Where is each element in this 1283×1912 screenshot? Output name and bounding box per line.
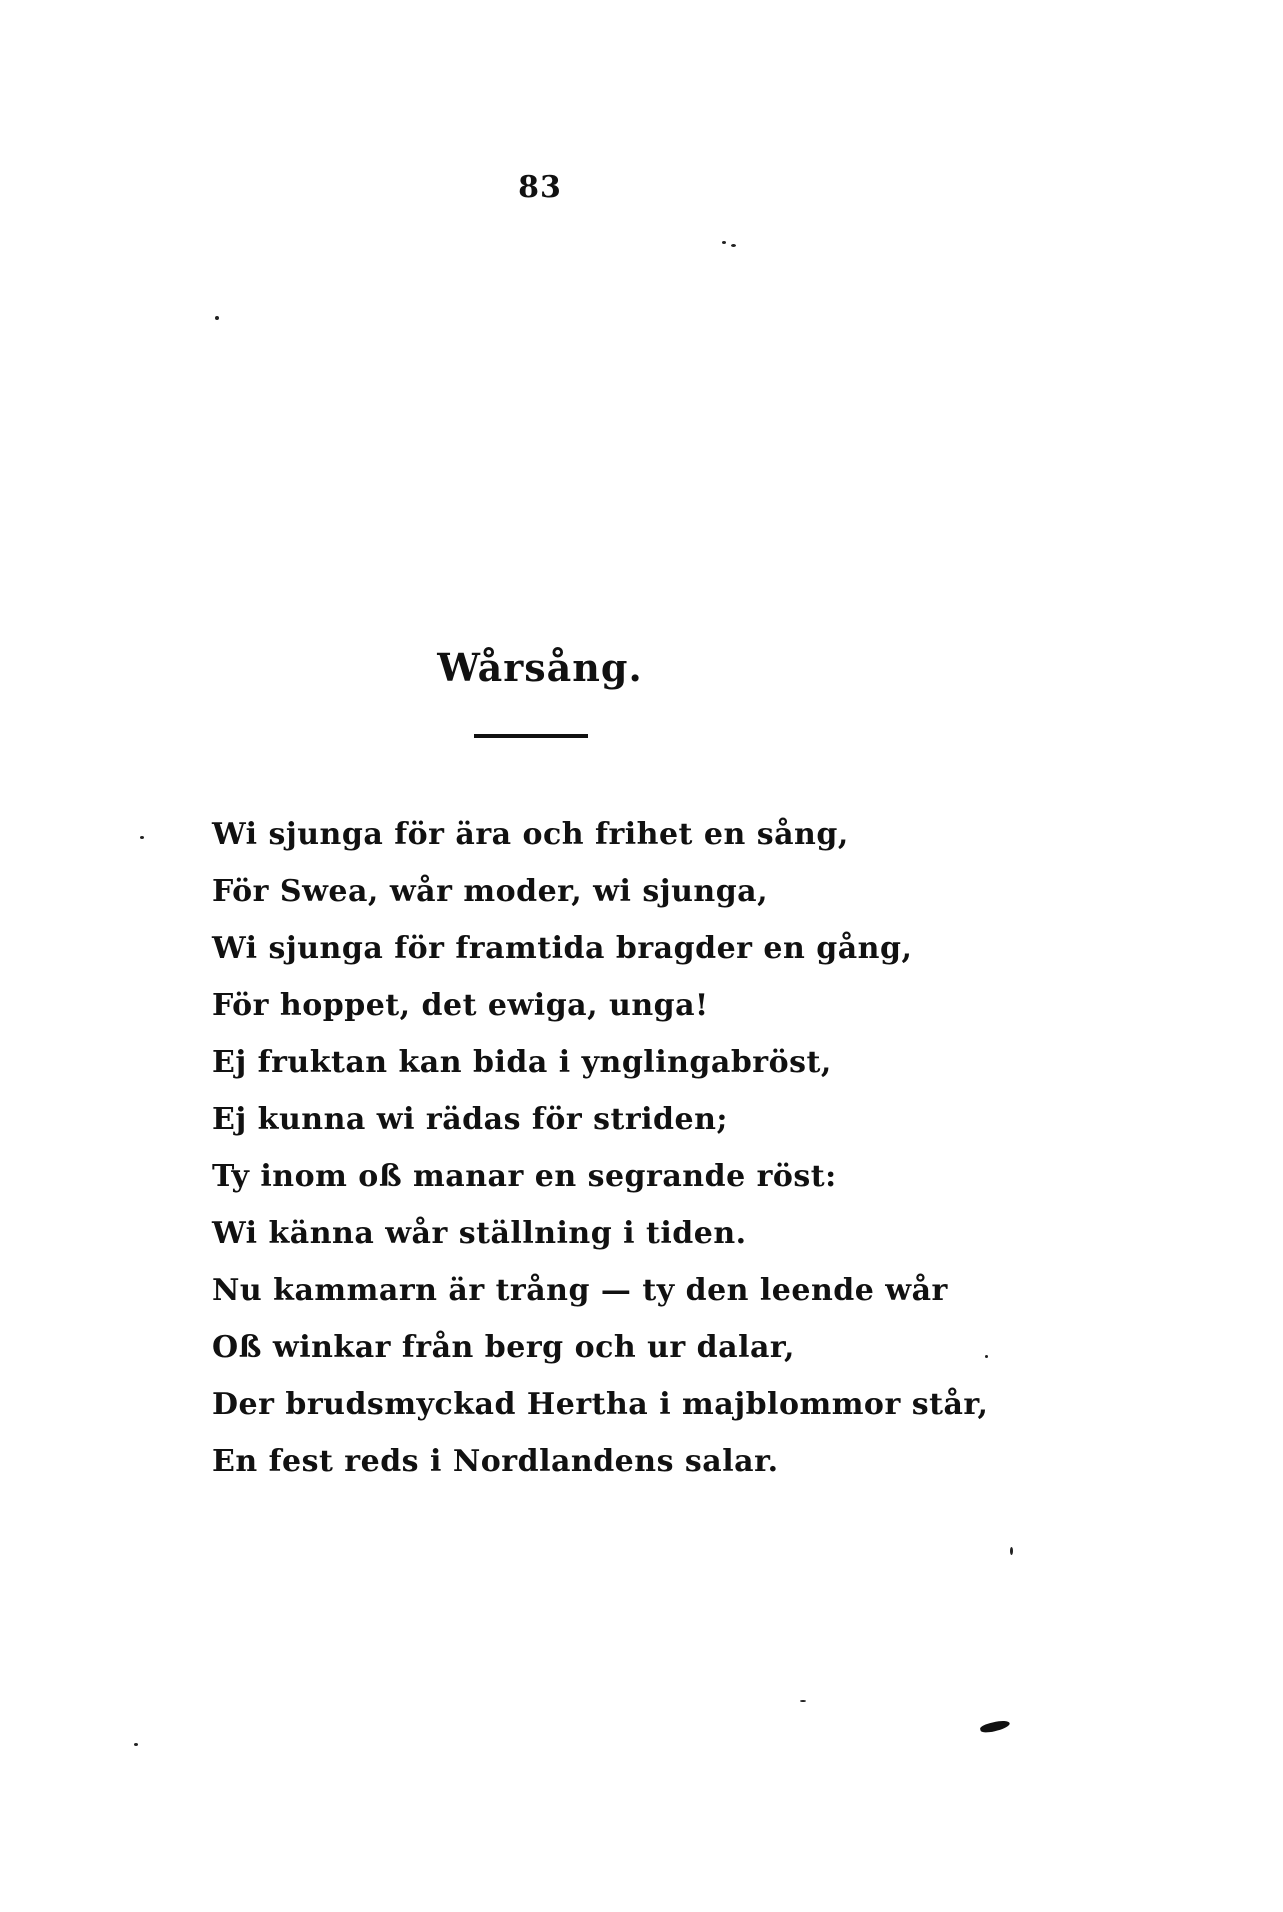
poem-title: Wårsång.	[437, 645, 643, 690]
title-rule	[474, 734, 588, 738]
verse-line: Wi känna wår ställning i tiden.	[212, 1216, 747, 1251]
verse-line: För Swea, wår moder, wi sjunga,	[212, 874, 769, 909]
scan-speck	[140, 836, 144, 839]
scan-speck	[800, 1700, 806, 1702]
scan-speck	[1010, 1547, 1013, 1555]
verse-line: Ej kunna wi rädas för striden;	[212, 1102, 728, 1137]
scan-speck	[215, 316, 219, 320]
scan-speck	[134, 1743, 138, 1746]
verse-line: För hoppet, det ewiga, unga!	[212, 988, 709, 1023]
scan-speck	[722, 241, 726, 244]
verse-line: Wi sjunga för framtida bragder en gång,	[212, 931, 913, 966]
stanza	[212, 806, 1112, 1262]
stanza	[212, 1262, 1112, 1490]
verse-line: Der brudsmyckad Hertha i majblommor står,	[212, 1387, 989, 1422]
verse-line: Oß winkar från berg och ur dalar,	[212, 1330, 795, 1365]
verse-line: Wi sjunga för ära och frihet en sång,	[212, 817, 849, 852]
page-number: 83	[518, 170, 562, 205]
verse-line: Ty inom oß manar en segrande röst:	[212, 1159, 837, 1194]
verse-line: Ej fruktan kan bida i ynglingabröst,	[212, 1045, 832, 1080]
scan-speck	[731, 244, 736, 247]
verse-line: Nu kammarn är trång — ty den leende wår	[212, 1273, 948, 1308]
verse-line: En fest reds i Nordlandens salar.	[212, 1444, 779, 1479]
ink-blot	[979, 1719, 1010, 1735]
